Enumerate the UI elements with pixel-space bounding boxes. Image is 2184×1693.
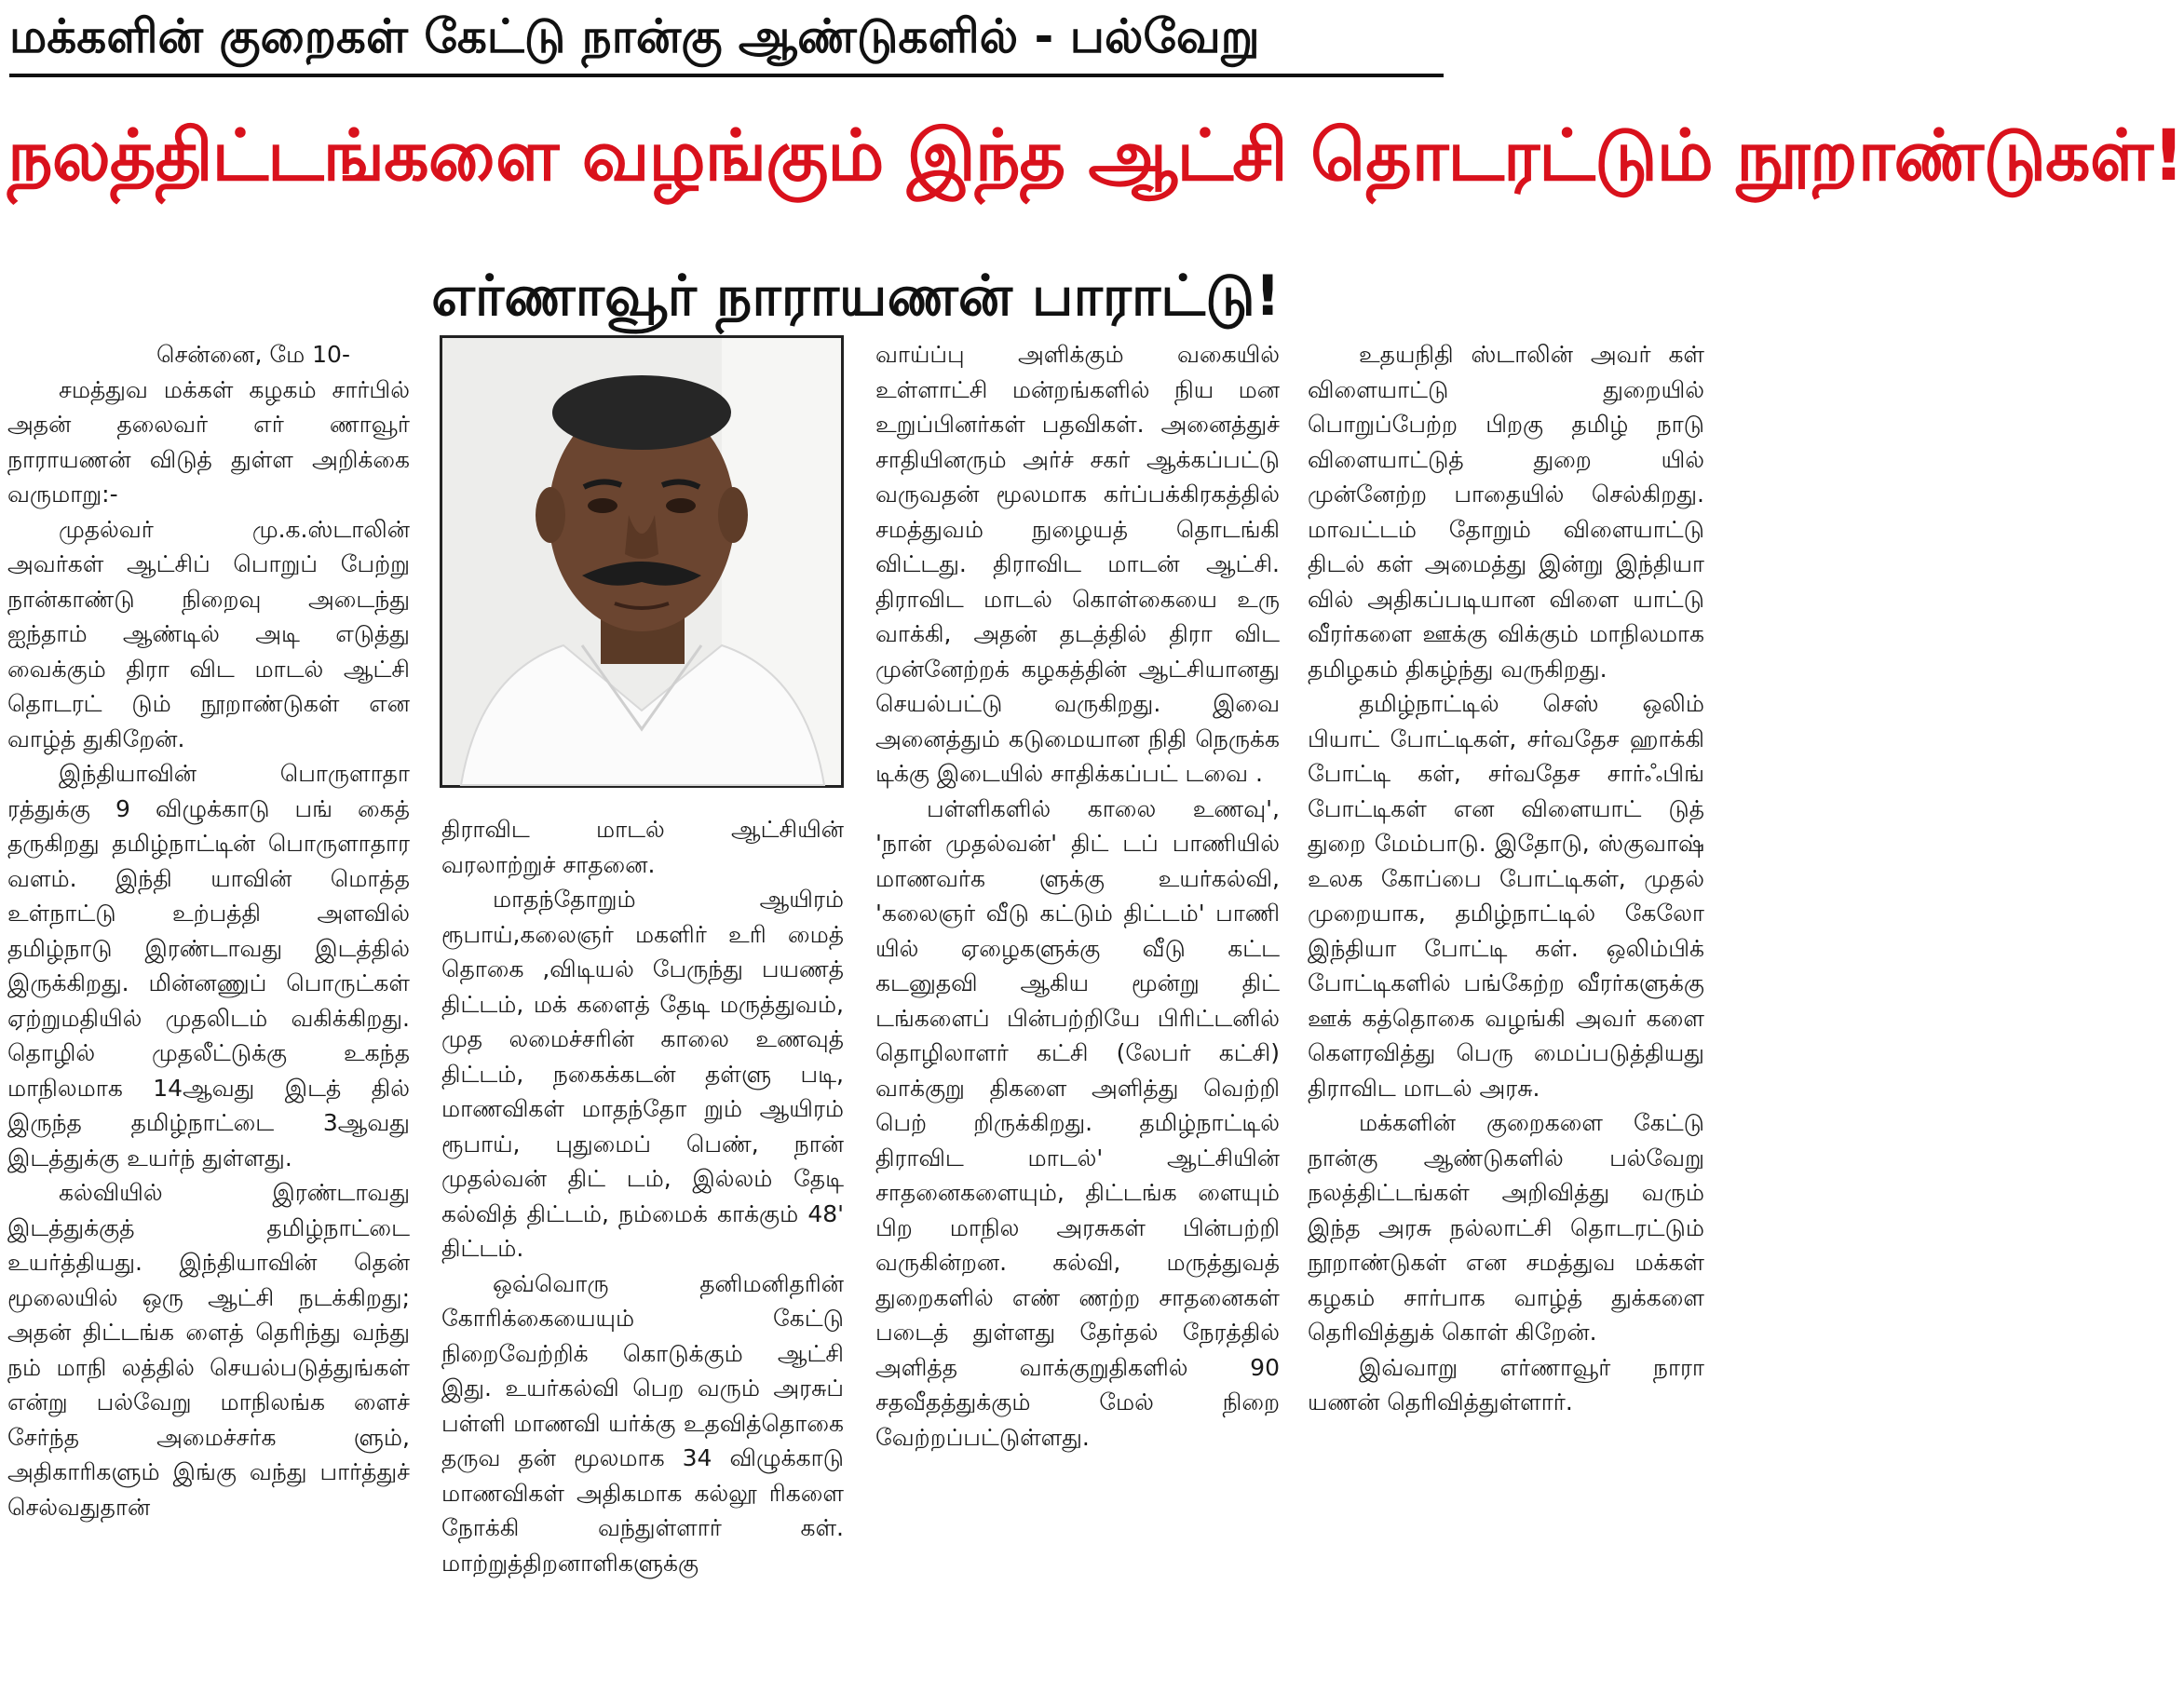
column-3 [875, 337, 1280, 1455]
paragraph: கல்வியில் இரண்டாவது இடத்துக்குத் தமிழ்நாட்டை உயர்த்தியது. இந்தியாவின் தென் மூலையில் ஒரு ஆட்சி நடக்கிறது; அதன் திட்டங்க ளைத் தெரிந்து வந்து நம் மாநி லத்தில் செயல்படுத்துங்கள் என்று பல்வேறு மாநிலங்க ளைச் சேர்ந்த அமைச்சர்க ளும், அதிகாரிகளும் இங்கு வந்து பார்த்துச் செல்வதுதான் [7, 1179, 410, 1521]
paragraph: சமத்துவ மக்கள் கழகம் சார்பில் அதன் தலைவர் எர் ணாவூர் நாராயணன் விடுத் துள்ள அறிக்கை வருமாறு:- [7, 375, 410, 508]
kicker-underline [9, 74, 1444, 77]
paragraph: இவ்வாறு எர்ணாவூர் நாரா யணன் தெரிவித்துள்ளார். [1308, 1353, 1704, 1415]
paragraph: பள்ளிகளில் காலை உணவு', 'நான் முதல்வன்' திட் டப் பாணியில் மாணவர்க ளுக்கு உயர்கல்வி, 'கலைஞர் வீடு கட்டும் திட்டம்' பாணி யில் ஏழைகளுக்கு வீடு கட்ட கடனுதவி ஆகிய மூன்று திட் டங்களைப் பின்பற்றியே பிரிட்டனில் தொழிலாளர் கட்சி (லேபர் கட்சி) வாக்குறு திகளை அளித்து வெற்றி பெற் றிருக்கிறது. தமிழ்நாட்டில் திராவிட மாடல்' ஆட்சியின் சாதனைகளையும், திட்டங்க ளையும் பிற மாநில அரசுகள் பின்பற்றி வருகின்றன. கல்வி, மருத்துவத் துறைகளில் எண் ணற்ற சாதனைகள் படைத் துள்ளது தேர்தல் நேரத்தில் அளித்த வாக்குறுதிகளில் 90 சதவீதத்துக்கும் மேல் நிறை வேற்றப்பட்டுள்ளது. [875, 794, 1280, 1451]
paragraph: முதல்வர் மு.க.ஸ்டாலின் அவர்கள் ஆட்சிப் பொறுப் பேற்று நான்காண்டு நிறைவு அடைந்து ஐந்தாம் ஆண்டில் அடி எடுத்து வைக்கும் திரா விட மாடல் ஆட்சி தொடரட் டும் நூறாண்டுகள் என வாழ்த் துகிறேன். [7, 515, 410, 752]
kicker-headline: மக்களின் குறைகள் கேட்டு நான்கு ஆண்டுகளில் - பல்வேறு [9, 9, 1260, 63]
paragraph: மக்களின் குறைகளை கேட்டு நான்கு ஆண்டுகளில் பல்வேறு நலத்திட்டங்கள் அறிவித்து வரும் இந்த அரசு நல்லாட்சி தொடரட்டும் நூறாண்டுகள் என சமத்துவ மக்கள் கழகம் சார்பாக வாழ்த் துக்களை தெரிவித்துக் கொள் கிறேன். [1308, 1109, 1704, 1346]
paragraph: திராவிட மாடல் ஆட்சியின் வரலாற்றுச் சாதனை. [441, 816, 844, 878]
paragraph: உதயநிதி ஸ்டாலின் அவர் கள் விளையாட்டு துறையில் பொறுப்பேற்ற பிறகு தமிழ் நாடு விளையாட்டுத் துறை யில் முன்னேற்ற பாதையில் செல்கிறது. மாவட்டம் தோறும் விளையாட்டு திடல் கள் அமைத்து இன்று இந்தியா வில் அதிகப்படியான விளை யாட்டு வீரர்களை ஊக்கு விக்கும் மாநிலமாக தமிழகம் திகழ்ந்து வருகிறது. [1308, 341, 1704, 683]
dateline: சென்னை, மே 10- [156, 341, 350, 368]
subheadline: எர்ணாவூர் நாராயணன் பாராட்டு! [431, 264, 1281, 329]
portrait-illustration [442, 338, 841, 785]
portrait-photo [440, 335, 844, 788]
paragraph: வாய்ப்பு அளிக்கும் வகையில் உள்ளாட்சி மன்றங்களில் நிய மன உறுப்பினர்கள் பதவிகள். அனைத்துச் சாதியினரும் அர்ச் சகர் ஆக்கப்பட்டு வருவதன் மூலமாக கர்ப்பக்கிரகத்தில் சமத்துவம் நுழையத் தொடங்கி விட்டது. திராவிட மாடன் ஆட்சி. திராவிட மாடல் கொள்கையை உரு வாக்கி, அதன் தடத்தில் திரா விட முன்னேற்றக் கழகத்தின் ஆட்சியானது செயல்பட்டு வருகிறது. இவை அனைத்தும் கடுமையான நிதி நெருக்க டிக்கு இடையில் சாதிக்கப்பட் டவை . [875, 341, 1280, 787]
paragraph: இந்தியாவின் பொருளாதா ரத்துக்கு 9 விழுக்காடு பங் கைத் தருகிறது தமிழ்நாட்டின் பொருளாதார வளம். இந்தி யாவின் மொத்த உள்நாட்டு உற்பத்தி அளவில் தமிழ்நாடு இரண்டாவது இடத்தில் இருக்கிறது. மின்னணுப் பொருட்கள் ஏற்றுமதியில் முதலிடம் வகிக்கிறது. தொழில் முதலீட்டுக்கு உகந்த மாநிலமாக 14ஆவது இடத் தில் இருந்த தமிழ்நாட்டை 3ஆவது இடத்துக்கு உயர்ந் துள்ளது. [7, 760, 410, 1172]
column-2 [441, 812, 844, 1580]
paragraph: தமிழ்நாட்டில் செஸ் ஒலிம் பியாட் போட்டிகள், சர்வதேச ஹாக்கி போட்டி கள், சர்வதேச சார்ஃபிங் போட்டிகள் என விளையாட் டுத் துறை மேம்பாடு. இதோடு, ஸ்குவாஷ் உலக கோப்பை போட்டிகள், முதல் முறையாக, தமிழ்நாட்டில் கேலோ இந்தியா போட்டி கள். ஒலிம்பிக் போட்டிகளில் பங்கேற்ற வீரர்களுக்கு ஊக் கத்தொகை வழங்கி அவர் களை கௌரவித்து பெரு மைப்படுத்தியது திராவிட மாடல் அரசு. [1308, 690, 1704, 1102]
main-headline: நலத்திட்டங்களை வழங்கும் இந்த ஆட்சி தொடரட்டும் நூறாண்டுகள்! [7, 114, 2184, 196]
column-4 [1308, 337, 1704, 1420]
paragraph: ஒவ்வொரு தனிமனிதரின் கோரிக்கையையும் கேட்டு நிறைவேற்றிக் கொடுக்கும் ஆட்சி இது. உயர்கல்வி பெற வரும் அரசுப் பள்ளி மாணவி யர்க்கு உதவித்தொகை தருவ தன் மூலமாக 34 விழுக்காடு மாணவிகள் அதிகமாக கல்லூ ரிகளை நோக்கி வந்துள்ளார் கள். மாற்றுத்திறனாளிகளுக்கு [441, 1269, 844, 1577]
paragraph: மாதந்தோறும் ஆயிரம் ரூபாய்,கலைஞர் மகளிர் உரி மைத் தொகை ,விடியல் பேருந்து பயணத் திட்டம், மக் களைத் தேடி மருத்துவம், முத லமைச்சரின் காலை உணவுத் திட்டம், நகைக்கடன் தள்ளு படி, மாணவிகள் மாதந்தோ றும் ஆயிரம் ரூபாய், புதுமைப் பெண், நான் முதல்வன் திட் டம், இல்லம் தேடி கல்வித் திட்டம், நம்மைக் காக்கும் 48' திட்டம். [441, 886, 844, 1262]
column-1 [7, 337, 410, 1524]
